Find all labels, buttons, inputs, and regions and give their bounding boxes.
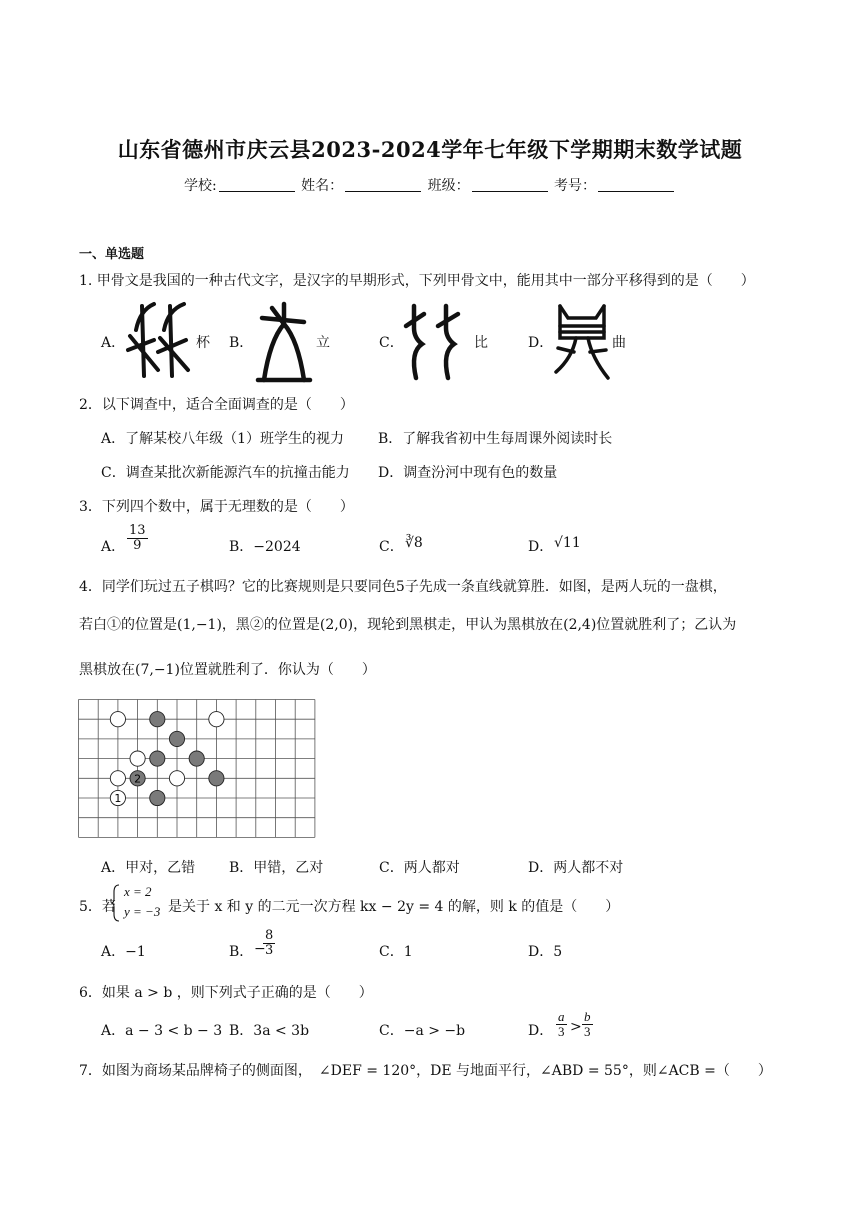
q2-option-b: B．了解我省初中生每周课外阅读时长 [378,431,613,447]
q5-option-b-sign: − [254,941,266,957]
exam-no-blank[interactable] [598,177,674,192]
q7-stem: 7．如图为商场某品牌椅子的侧面图， ∠DEF = 120°，DE 与地面平行，∠ABD = 55°，则∠ACB =（ ） [79,1063,772,1079]
q3-option-b: B．−2024 [229,539,301,555]
q6-option-d-letter: D． [528,1023,554,1039]
q4-option-d: D．两人都不对 [528,860,624,876]
school-blank[interactable] [219,177,295,192]
class-label: 班级： [427,178,470,194]
q5-system-eq2: y = −3 [124,904,161,919]
oracle-glyph-qu [552,302,612,382]
gomoku-board [78,699,316,837]
q1-option-d-char: 曲 [612,335,626,351]
q4-text-line3: 黑棋放在(7,−1)位置就胜利了．你认为（ ） [79,662,376,678]
q6-option-d-frac-left [556,1010,567,1038]
q5-option-b-fraction [263,929,275,957]
school-label: 学校: [183,178,217,194]
black-stone [150,712,165,727]
page-title: 山东省德州市庆云县2023-2024学年七年级下学期期末数学试题 [117,137,743,162]
q3-option-d-letter: D． [528,539,554,555]
q3-option-a-numerator: 13 [129,523,146,538]
black-stone [209,771,224,786]
q1-option-b-letter: B． [229,335,254,351]
exam-no-label: 考号： [554,178,597,194]
white-stone [110,771,125,786]
q5-pre: 5．若 [79,899,116,915]
q6-option-d-gt: > [570,1019,582,1035]
q5-option-b-numerator: 8 [265,928,274,943]
q3-stem: 3．下列四个数中，属于无理数的是（ ） [79,499,354,515]
q5-option-d: D．5 [528,944,563,960]
q4-text-line1: 4．同学们玩过五子棋吗？它的比赛规则是只要同色5子先成一条直线就算胜．如图，是两人玩的一盘棋， [79,579,727,595]
name-label: 姓名： [301,178,344,194]
q6-stem: 6．如果 a > b ，则下列式子正确的是（ ） [79,985,373,1001]
black-stone-label: 2 [134,772,142,786]
q6-option-b: B．3a < 3b [229,1023,310,1039]
q5-post: 是关于 x 和 y 的二元一次方程 kx − 2y = 4 的解，则 k 的值是（ ） [168,899,620,915]
q5-system-brace [110,884,120,922]
q3-option-a-denominator: 9 [133,537,142,553]
black-stone [150,790,165,805]
q1-stem: 1. 甲骨文是我国的一种古代文字，是汉字的早期形式，下列甲骨文中，能用其中一部分平移得到的是（ ） [79,273,755,289]
white-stone [130,751,145,766]
q5-option-b-denominator: 3 [265,942,274,958]
q2-option-a: A．了解某校八年级（1）班学生的视力 [101,431,345,447]
q5-option-a: A．−1 [101,944,146,960]
white-stone [110,712,125,727]
q1-option-d-letter: D． [528,335,554,351]
section-heading: 一、单选题 [79,247,145,262]
q3-option-a-fraction [127,524,148,552]
q5-option-b-letter: B． [229,944,254,960]
oracle-glyph-li [252,300,316,384]
white-stone-label: 1 [114,792,122,805]
q6-option-d-frac-right [582,1010,593,1038]
q4-option-a: A．甲对，乙错 [101,860,196,876]
black-stone [169,731,184,746]
q2-option-c: C．调查某批次新能源汽车的抗撞击能力 [101,465,350,481]
q2-option-d: D．调查汾河中现有色的数量 [378,465,558,481]
q2-stem: 2．以下调查中，适合全面调查的是（ ） [79,397,354,413]
q3-option-c-letter: C． [379,539,404,555]
q6-d-left-numerator: a [558,1009,565,1024]
q6-option-a: A．a − 3 < b − 3 [101,1023,223,1039]
q1-option-a-char: 杯 [196,335,210,351]
q3-option-a-letter: A． [101,539,126,555]
black-stone [150,751,165,766]
q4-text-line2: 若白①的位置是(1,−1)，黑②的位置是(2,0)，现轮到黑棋走，甲认为黑棋放在(2,4)位置就胜利了；乙认为 [79,617,737,633]
name-blank[interactable] [345,177,421,192]
black-stone [189,751,204,766]
q6-d-right-numerator: b [584,1009,591,1024]
q1-option-a-letter: A． [101,335,126,351]
q6-d-right-denominator: 3 [584,1023,591,1039]
q6-d-left-denominator: 3 [558,1023,565,1039]
q4-option-c: C．两人都对 [379,860,460,876]
q3-option-d-value: √11 [554,535,581,551]
class-blank[interactable] [472,177,548,192]
q5-option-c: C．1 [379,944,413,960]
student-info-line [0,175,860,195]
q4-option-b: B．甲错，乙对 [229,860,324,876]
oracle-glyph-bei [124,300,196,380]
oracle-glyph-bi [402,304,468,380]
q5-system-eq1: x = 2 [124,884,152,899]
q1-option-c-letter: C． [379,335,404,351]
q6-option-c: C．−a > −b [379,1023,466,1039]
q1-option-b-char: 立 [316,335,330,351]
white-stone [209,712,224,727]
q3-option-c-value: ∛8 [405,535,423,551]
white-stone [169,771,184,786]
q1-option-c-char: 比 [474,335,488,351]
